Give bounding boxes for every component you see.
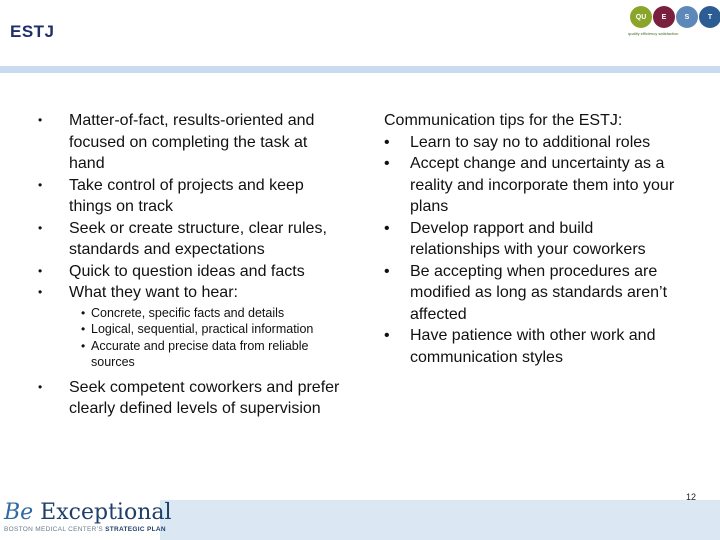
list-item-text: Learn to say no to additional roles xyxy=(410,133,651,151)
right-column xyxy=(384,110,684,368)
list-item-text: Have patience with other work and communication styles xyxy=(410,327,656,366)
brand-sub xyxy=(4,526,166,533)
logo-circle-e: E xyxy=(653,6,675,28)
list-item xyxy=(384,132,684,154)
bullet-dot: • xyxy=(38,285,43,299)
bullet-dot: • xyxy=(384,262,390,280)
logo-circle-qu: QU xyxy=(630,6,652,28)
quest-logo xyxy=(628,3,718,47)
tips-heading: Communication tips for the ESTJ: xyxy=(384,112,623,129)
tips-list xyxy=(384,132,684,369)
list-item xyxy=(38,261,340,283)
sub-list-item xyxy=(69,338,340,371)
bullet-dot: • xyxy=(38,263,43,278)
list-item xyxy=(384,218,684,261)
sub-list-item xyxy=(69,321,340,338)
sub-bullet-dot: • xyxy=(81,305,86,320)
footer-brand-logo xyxy=(0,500,172,540)
page-number: 12 xyxy=(685,492,696,502)
logo-circle-t: T xyxy=(699,6,720,28)
bullet-dot: • xyxy=(384,155,390,172)
list-item xyxy=(38,218,340,261)
bullet-dot: • xyxy=(38,379,43,394)
list-item xyxy=(38,110,340,175)
bullet-dot: • xyxy=(384,219,390,237)
slide-title: ESTJ xyxy=(10,22,55,41)
bullet-dot: • xyxy=(38,113,43,127)
left-column xyxy=(38,110,340,420)
sub-list-item-text: Concrete, specific facts and details xyxy=(91,305,285,320)
list-item-text: Accept change and uncertainty as a reality and incorporate them into your plans xyxy=(410,155,675,215)
list-item-text: What they want to hear: xyxy=(69,284,238,301)
list-item xyxy=(38,175,340,218)
trait-list xyxy=(38,110,340,420)
sub-list-item-text: Logical, sequential, practical information xyxy=(91,322,314,336)
brand-sub-right: STRATEGIC PLAN xyxy=(105,526,166,533)
sub-bullet-dot: • xyxy=(81,338,86,353)
list-item-text: Seek competent coworkers and prefer clearly defined levels of supervision xyxy=(69,378,340,417)
bullet-dot: • xyxy=(384,133,390,151)
bullet-dot: • xyxy=(38,177,43,192)
header-bar xyxy=(0,66,720,73)
brand-word: Exceptional xyxy=(33,500,172,525)
sub-list-item xyxy=(69,305,340,322)
brand-be: Be xyxy=(4,500,34,525)
logo-tagline: quality efficiency satisfaction xyxy=(628,31,679,36)
bullet-dot: • xyxy=(38,220,43,235)
list-item-text: Develop rapport and build relationships with your coworkers xyxy=(410,219,646,258)
list-item xyxy=(384,325,684,368)
footer-bar xyxy=(0,500,720,540)
list-item-text: Seek or create structure, clear rules, standards and expectations xyxy=(69,219,327,258)
list-item-text: Quick to question ideas and facts xyxy=(69,262,305,280)
sub-bullet-dot: • xyxy=(81,322,86,336)
list-item-text: Be accepting when procedures are modified as long as standards aren’t affected xyxy=(410,262,668,323)
bullet-dot: • xyxy=(384,327,390,344)
list-item xyxy=(38,282,340,371)
sub-list xyxy=(69,305,340,371)
list-item-text: Matter-of-fact, results-oriented and focused on completing the task at hand xyxy=(69,112,315,172)
brand-sub-left: BOSTON MEDICAL CENTER’S xyxy=(4,526,106,533)
list-item xyxy=(384,261,684,326)
sub-list-item-text: Accurate and precise data from reliable sources xyxy=(91,338,309,369)
brand-main xyxy=(4,500,172,526)
logo-circle-s: S xyxy=(676,6,698,28)
list-item xyxy=(38,377,340,420)
list-item-text: Take control of projects and keep things on track xyxy=(69,176,304,215)
list-item xyxy=(384,153,684,218)
